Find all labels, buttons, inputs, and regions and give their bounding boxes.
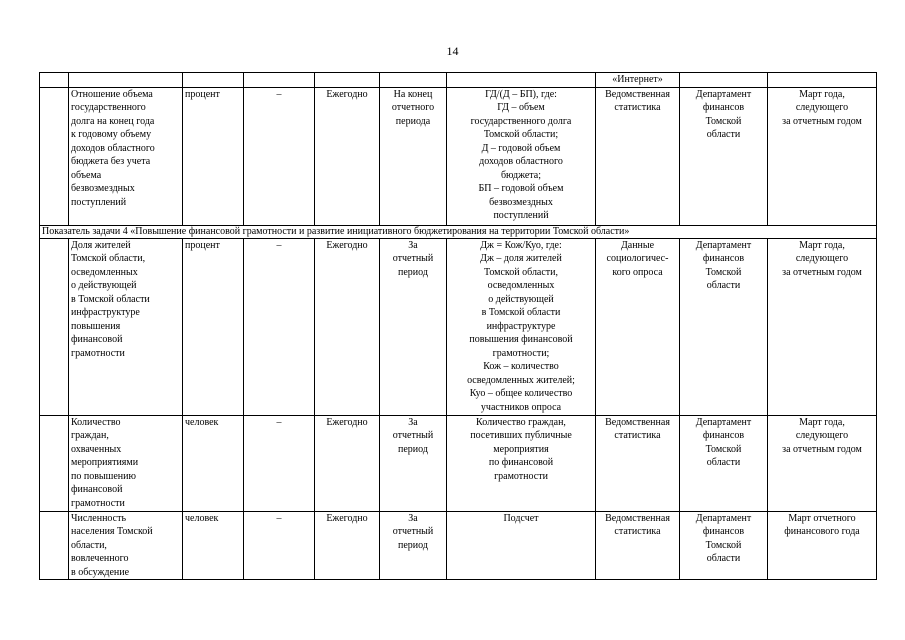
table-row (40, 238, 877, 415)
cell-time-line: отчетный (392, 526, 434, 537)
cell-source-line: социологичес- (606, 253, 669, 264)
cell-responsible-line: Томской (705, 115, 742, 127)
cell-formula-line: осведомленных (487, 280, 555, 291)
cell-formula-line: Д – годовой объем (481, 142, 561, 154)
cell-time-line: За (408, 416, 418, 428)
cell-formula-line: БП – годовой объем (478, 183, 564, 194)
cell-unit: человек (183, 511, 244, 580)
cell-responsible-line: Томской (705, 266, 742, 278)
cell-deadline-line: Март года, (799, 88, 845, 100)
cell-formula-line: Томской области; (483, 129, 559, 140)
cell-source-line: статистика (614, 430, 661, 441)
cell-formula-line: поступлений (493, 210, 549, 221)
cell-deadline-line: за отчетным годом (782, 443, 862, 455)
cell-unit: процент (183, 87, 244, 225)
cell-name (69, 238, 183, 415)
cell-frequency: Ежегодно (315, 415, 380, 511)
cell-deadline (768, 415, 877, 511)
cell-name-line: к годовому объему (71, 129, 152, 140)
cell-name-line: населения Томской (71, 526, 153, 537)
cell-formula-line: посетивших публичные (470, 430, 572, 441)
cell-number (40, 73, 69, 88)
cell-time-line: отчетного (391, 102, 435, 113)
cell-name-line: финансовой (71, 334, 123, 345)
cell-name-line: мероприятиями (71, 457, 139, 468)
page-number: 14 (446, 44, 459, 58)
cell-time-line: На конец (393, 88, 433, 100)
cell-responsible (680, 87, 768, 225)
cell-responsible-line: области (706, 280, 741, 291)
cell-time (380, 238, 447, 415)
cell-dash (244, 73, 315, 88)
cell-formula-line: инфраструктуре (486, 320, 556, 332)
cell-deadline (768, 87, 877, 225)
cell-source (596, 415, 680, 511)
cell-responsible-line: финансов (702, 526, 745, 537)
cell-name-line: доходов областного (71, 142, 155, 154)
cell-name-line: долга на конец года (71, 115, 155, 127)
table-row-continuation (40, 73, 877, 88)
cell-formula-line: мероприятия (493, 443, 549, 455)
cell-deadline-line: Март отчетного (788, 512, 856, 524)
cell-number (40, 87, 69, 225)
cell-dash: – (244, 87, 315, 225)
cell-name-line: государственного (71, 102, 146, 113)
cell-number (40, 238, 69, 415)
cell-responsible (680, 511, 768, 580)
cell-time-line: период (398, 443, 428, 455)
cell-name-line: Численность (71, 512, 127, 524)
cell-formula (447, 511, 596, 580)
cell-formula-line: осведомленных жителей; (467, 374, 575, 386)
cell-responsible-line: области (706, 553, 741, 564)
cell-source (596, 511, 680, 580)
cell-name-line: Количество (71, 416, 121, 428)
cell-deadline-line: следующего (795, 430, 849, 441)
cell-deadline-line: следующего (795, 102, 849, 113)
cell-responsible-line: Департамент (695, 239, 752, 251)
cell-source (596, 87, 680, 225)
cell-name-line: в Томской области (71, 293, 150, 305)
cell-formula-line: участников опроса (480, 401, 562, 413)
cell-deadline (768, 511, 877, 580)
cell-formula (447, 73, 596, 88)
cell-deadline-line: следующего (795, 253, 849, 264)
cell-dissemination: «Интернет» (596, 73, 680, 88)
cell-name-line: Доля жителей (71, 239, 131, 251)
cell-time-line: За (408, 239, 418, 251)
cell-time-line: За (408, 512, 418, 524)
cell-unit (183, 73, 244, 88)
cell-formula-line: Дж = Кож/Куо, где: (480, 239, 562, 251)
cell-source-line: Ведомственная (605, 416, 670, 428)
cell-time-line: период (398, 539, 428, 551)
cell-name-line: финансовой (71, 484, 123, 495)
cell-unit: человек (183, 415, 244, 511)
cell-responsible-line: Департамент (695, 88, 752, 100)
cell-responsible (680, 238, 768, 415)
cell-formula-line: повышения финансовой (469, 334, 573, 345)
cell-deadline-line: финансового года (784, 526, 860, 537)
cell-time-line: отчетный (392, 430, 434, 441)
cell-responsible (680, 73, 768, 88)
cell-dash: – (244, 238, 315, 415)
cell-name-line: по повышению (71, 470, 136, 482)
cell-name-line: о действующей (71, 280, 137, 291)
cell-name (69, 511, 183, 580)
cell-time (380, 415, 447, 511)
cell-name-line: Томской области, (71, 253, 146, 264)
cell-name (69, 73, 183, 88)
cell-name-line: осведомленных (71, 266, 138, 278)
indicators-table (39, 72, 877, 580)
cell-formula-line: Подсчет (503, 512, 539, 524)
cell-responsible-line: Департамент (695, 416, 752, 428)
cell-dash: – (244, 415, 315, 511)
cell-formula-line: бюджета; (500, 169, 542, 181)
cell-unit: процент (183, 238, 244, 415)
cell-formula-line: грамотности (494, 470, 548, 482)
cell-source-line: Данные (620, 239, 655, 251)
cell-name-line: грамотности (71, 347, 125, 359)
cell-responsible-line: финансов (702, 102, 745, 113)
cell-source-line: Ведомственная (605, 512, 670, 524)
cell-name-line: повышения (71, 320, 121, 332)
cell-formula-line: о действующей (488, 293, 554, 305)
cell-source-line: кого опроса (612, 266, 663, 278)
cell-formula-line: Количество граждан, (476, 416, 566, 428)
cell-time (380, 511, 447, 580)
table-row (40, 511, 877, 580)
cell-name-line: безвозмездных (71, 183, 135, 194)
cell-deadline-line: Март года, (799, 239, 845, 251)
cell-formula-line: в Томской области (481, 307, 561, 318)
cell-frequency: Ежегодно (315, 238, 380, 415)
cell-responsible-line: финансов (702, 430, 745, 441)
cell-responsible-line: области (706, 129, 741, 140)
cell-name-line: вовлеченного (71, 553, 129, 564)
cell-name-line: охваченных (71, 443, 122, 455)
cell-formula (447, 87, 596, 225)
cell-time (380, 73, 447, 88)
cell-name (69, 415, 183, 511)
cell-name-line: бюджета без учета (71, 156, 151, 167)
cell-source-line: статистика (614, 526, 661, 537)
cell-formula-line: Томской области, (483, 266, 559, 278)
cell-deadline (768, 73, 877, 88)
cell-time-line: период (398, 266, 428, 278)
cell-responsible-line: области (706, 457, 741, 468)
cell-formula-line: ГД – объем (497, 102, 545, 113)
cell-deadline (768, 238, 877, 415)
cell-number (40, 511, 69, 580)
cell-formula-line: доходов областного (479, 156, 563, 167)
cell-formula (447, 415, 596, 511)
cell-dash: – (244, 511, 315, 580)
cell-time-line: отчетный (392, 253, 434, 264)
cell-formula-line: Кож – количество (483, 361, 559, 372)
table-body (40, 73, 877, 580)
table-row (40, 87, 877, 225)
cell-time-line: периода (395, 115, 431, 127)
cell-responsible-line: Томской (705, 443, 742, 455)
cell-source-line: Ведомственная (605, 88, 670, 100)
section-header: Показатель задачи 4 «Повышение финансовой грамотности и развитие инициативного бюджетирования на территории Томской области» (40, 225, 877, 238)
cell-name-line: объема (71, 169, 102, 181)
cell-number (40, 415, 69, 511)
cell-deadline-line: Март года, (799, 416, 845, 428)
cell-formula-line: безвозмездных (489, 196, 553, 208)
cell-frequency: Ежегодно (315, 87, 380, 225)
cell-name-line: в обсуждение (71, 566, 130, 578)
cell-deadline-line: за отчетным годом (782, 266, 862, 278)
cell-formula-line: грамотности; (492, 347, 550, 359)
cell-name-line: грамотности (71, 497, 125, 509)
cell-source (596, 238, 680, 415)
cell-deadline-line: за отчетным годом (782, 115, 862, 127)
cell-responsible-line: Департамент (695, 512, 752, 524)
cell-source-line: статистика (614, 102, 661, 113)
cell-name-line: инфраструктуре (71, 307, 140, 318)
cell-name-line: области, (71, 539, 107, 551)
cell-name-line: Отношение объема (71, 88, 153, 100)
cell-frequency (315, 73, 380, 88)
cell-formula-line: Дж – доля жителей (480, 253, 562, 264)
cell-formula-line: Куо – общее количество (469, 388, 573, 399)
cell-name-line: граждан, (71, 430, 109, 441)
section-header-row (40, 225, 877, 238)
cell-responsible-line: Томской (705, 539, 742, 551)
cell-frequency: Ежегодно (315, 511, 380, 580)
cell-formula-line: ГД/(Д – БП), где: (485, 88, 557, 100)
cell-formula (447, 238, 596, 415)
cell-responsible (680, 415, 768, 511)
cell-name-line: поступлений (71, 196, 127, 208)
cell-time (380, 87, 447, 225)
table-row (40, 415, 877, 511)
cell-formula-line: государственного долга (470, 115, 572, 127)
cell-formula-line: по финансовой (488, 457, 554, 468)
cell-responsible-line: финансов (702, 253, 745, 264)
cell-name (69, 87, 183, 225)
